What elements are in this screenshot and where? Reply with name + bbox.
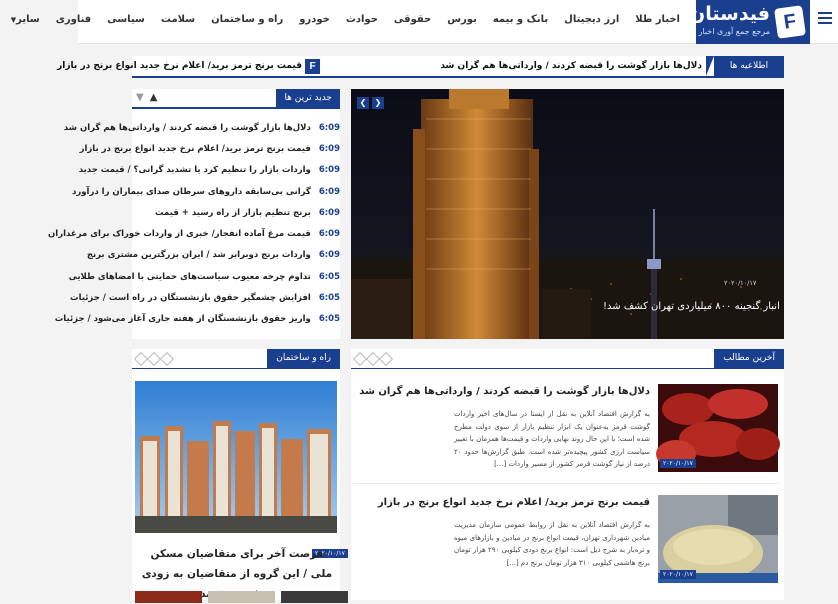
- article-title[interactable]: قیمت برنج ترمز برید/ اعلام نرخ جدید انواع برنج در بازار: [377, 497, 650, 508]
- chevron-down-icon: ▼: [10, 16, 17, 24]
- ticker-item[interactable]: قیمت برنج ترمز برید/ اعلام نرخ جدید انواع برنج در بازار: [57, 61, 302, 71]
- latest-tab: جدید ترین ها: [276, 89, 340, 107]
- articles-header: [351, 349, 784, 369]
- article-date: ۲۰۲۰/۱۰/۱۷: [660, 459, 696, 468]
- nav-item-stock[interactable]: بورس: [447, 14, 477, 25]
- ticker-label: اطلاعیه ها: [714, 56, 784, 76]
- thumb[interactable]: [281, 591, 348, 603]
- latest-item[interactable]: [72, 181, 340, 202]
- nav-item-other-label: سایر: [16, 14, 40, 25]
- road-date: ۲۰۲۰/۱۰/۱۷: [312, 549, 348, 558]
- latest-item[interactable]: [54, 309, 340, 330]
- articles-tab[interactable]: آخرین مطالب: [714, 349, 784, 368]
- article-card[interactable]: [353, 495, 778, 595]
- road-title[interactable]: فرصت آخر برای متقاضیان مسکن ملی / این گروه از متقاضیان به زودی: [141, 548, 333, 580]
- chevron-right-icon[interactable]: ❯: [357, 97, 369, 109]
- thumb[interactable]: [135, 591, 202, 603]
- latest-item[interactable]: [78, 160, 340, 181]
- latest-header: [132, 89, 340, 109]
- latest-articles: [351, 349, 784, 600]
- latest-item-time: 6:09: [318, 250, 340, 261]
- nav-item-gold[interactable]: اخبار طلا: [635, 14, 680, 25]
- latest-item[interactable]: [132, 202, 340, 223]
- latest-item-title: گرانی بی‌سابقه داروهای سرطان صدای بیماران را درآورد: [72, 186, 311, 197]
- logo-mark: F: [774, 5, 806, 39]
- road-image[interactable]: [135, 381, 345, 557]
- ornament: [136, 354, 172, 364]
- chevron-down-icon[interactable]: ▼: [136, 92, 144, 103]
- nav-item-incidents[interactable]: حوادث: [345, 14, 378, 25]
- road-tab[interactable]: راه و ساختمان: [267, 349, 340, 368]
- article-card[interactable]: [353, 384, 778, 484]
- article-date: ۲۰۲۰/۱۰/۱۷: [660, 570, 696, 579]
- nav-item-tech[interactable]: فناوری: [55, 14, 92, 25]
- latest-item-title: قیمت برنج ترمز برید/ اعلام نرخ جدید انواع برنج در بازار: [79, 143, 311, 154]
- chevron-up-icon[interactable]: ▲: [149, 92, 158, 103]
- latest-item-title: واریز حقوق بازنشستگان از هفته جاری آغاز می‌شود / جزئیات: [54, 314, 311, 325]
- latest-item-title: برنج تنظیم بازار از راه رسید + قیمت: [155, 207, 311, 218]
- chevron-left-icon[interactable]: ❮: [372, 97, 384, 109]
- latest-item[interactable]: [70, 287, 340, 308]
- latest-item-title: قیمت مرغ آماده انفجار/ خبری از واردات خوراک برای مرغداران: [48, 229, 311, 240]
- article-title[interactable]: دلال‌ها بازار گوشت را قبضه کردند / وارداتی‌ها هم گران شد: [359, 386, 650, 397]
- nav-item-legal[interactable]: حقوقی: [393, 14, 432, 25]
- article-image[interactable]: [658, 384, 778, 472]
- latest-item-title: افزایش چشمگیر حقوق بازنشستگان در راه است / جزئیات: [70, 293, 311, 304]
- latest-item-time: 6:05: [318, 293, 340, 304]
- nav-item-health[interactable]: سلامت: [160, 14, 196, 25]
- nav-item-politics[interactable]: سیاسی: [107, 14, 145, 25]
- latest-item[interactable]: [86, 245, 340, 266]
- thumb[interactable]: [208, 591, 275, 603]
- latest-item-time: 6:09: [318, 165, 340, 176]
- latest-item[interactable]: [79, 138, 340, 159]
- article-excerpt: به گزارش اقتصاد آنلاین به نقل از روابط عمومی سازمان مدیریت میادین شهرداری تهران، قیمت انواع برنج در میادین و بازارهای میوه و تره‌بار به شرح ذیل است: انواع برنج دودی کیلویی ۲۹۰ هزار تومان برنج هاشمی کیلویی ۳۱۰ هزار تومان برنج دم [...]: [454, 521, 651, 567]
- latest-item-time: 6:09: [318, 143, 340, 154]
- latest-item-time: 6:09: [318, 229, 340, 240]
- hero-date: ۲۰۲۰/۱۰/۱۷: [724, 279, 757, 287]
- latest-item[interactable]: [63, 117, 340, 138]
- ticker-logo-icon: F: [305, 59, 320, 74]
- latest-item[interactable]: [68, 266, 340, 287]
- road-thumbs: [135, 591, 348, 603]
- latest-item-title: واردات بازار را تنظیم کرد یا تشدید گرانی؟ / قیمت جدید: [78, 165, 311, 176]
- road-header: [132, 349, 340, 369]
- nav-item-crypto[interactable]: ارز دیجیتال: [564, 14, 620, 25]
- site-logo[interactable]: [689, 0, 810, 44]
- article-image[interactable]: [658, 495, 778, 583]
- news-ticker: [57, 56, 784, 78]
- nav-item-bank[interactable]: بانک و بیمه: [492, 14, 549, 25]
- site-header: [10, 0, 838, 44]
- latest-item-time: 6:09: [318, 122, 340, 133]
- nav-item-road[interactable]: راه و ساختمان: [211, 14, 284, 25]
- latest-item-time: 6:05: [318, 314, 340, 325]
- hero-caption[interactable]: انبار گنجینه ۸۰۰ میلیاردی تهران کشف شد!: [603, 301, 780, 312]
- latest-item-time: 6:05: [318, 271, 340, 282]
- ornament: [355, 354, 391, 364]
- latest-item[interactable]: [48, 223, 340, 244]
- latest-item-title: تداوم چرخه معیوب سیاست‌های حمایتی با امضاهای طلایی: [68, 271, 311, 282]
- logo-tagline: مرجع جمع آوری اخبار: [698, 27, 770, 36]
- nav-item-car[interactable]: خودرو: [299, 14, 330, 25]
- hero-slider[interactable]: [351, 89, 784, 339]
- latest-scroll-controls: [136, 92, 157, 103]
- menu-icon[interactable]: [818, 12, 832, 24]
- logo-name: فیدستان: [689, 3, 770, 25]
- latest-news-box: [48, 89, 340, 339]
- divider: [353, 483, 778, 484]
- nav-item-other[interactable]: [0, 14, 48, 25]
- road-section: [132, 349, 345, 600]
- article-excerpt: به گزارش اقتصاد آنلاین به نقل از ایسنا در سال‌های اخیر واردات گوشت قرمز به‌عنوان یک ابزار تنظیم بازار از سوی دولت مطرح شده است؛ با این حال روند نهایی واردات و قیمت‌ها همزمان با تغییر سیاست ارزی کشور پیچیده‌تر شده است. طبق گزارش‌ها حدود ۲۰ درصد از نیاز گوشت قرمز کشور از مسیر واردات [...]: [454, 410, 650, 468]
- main-nav: [0, 14, 688, 25]
- latest-item-time: 6:09: [318, 186, 340, 197]
- ticker-item[interactable]: دلال‌ها بازار گوشت را قبضه کردند / وارداتی‌ها هم گران شد: [440, 61, 702, 71]
- latest-item-time: 6:09: [318, 207, 340, 218]
- latest-list: [48, 109, 340, 330]
- hero-arrows: [357, 97, 384, 109]
- latest-item-title: واردات برنج دوبرابر شد / ایران بزرگترین مشتری برنج: [86, 250, 311, 261]
- latest-item-title: دلال‌ها بازار گوشت را قبضه کردند / وارداتی‌ها هم گران شد: [63, 122, 311, 133]
